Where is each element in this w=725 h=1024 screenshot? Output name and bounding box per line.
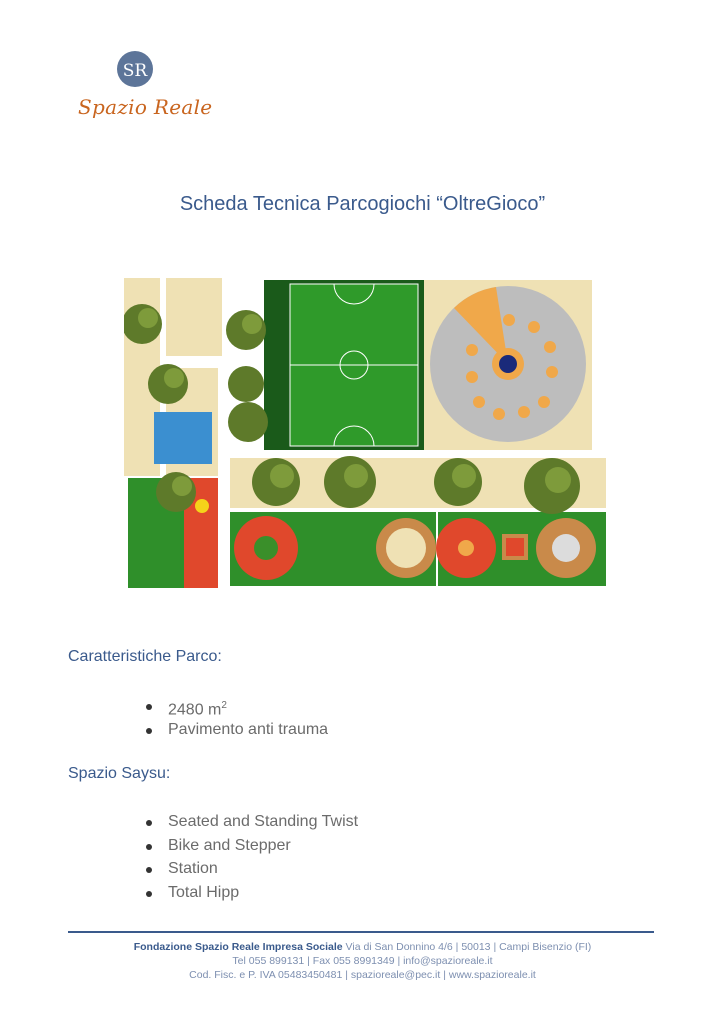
- list-item: Pavimento anti trauma: [146, 718, 328, 742]
- list-item: Total Hipp: [146, 881, 358, 905]
- footer-contacts: Tel 055 899131 | Fax 055 8991349 | info@spazioreale.it: [232, 955, 493, 967]
- list-item: Bike and Stepper: [146, 834, 358, 858]
- footer-org: Fondazione Spazio Reale Impresa Sociale: [133, 941, 343, 953]
- logo-wordmark: Spazio Reale: [78, 95, 213, 119]
- superscript: 2: [221, 700, 227, 711]
- section-heading-park-features: Caratteristiche Parco:: [68, 648, 222, 665]
- section-heading-spazio-saysu: Spazio Saysu:: [68, 765, 171, 782]
- page-title: Scheda Tecnica Parcogiochi “OltreGioco”: [179, 193, 546, 215]
- list-item: Station: [146, 857, 358, 881]
- spazio-saysu-list: [146, 810, 358, 904]
- list-item: 2480 $m^2$: [146, 694, 328, 718]
- list-item: Seated and Standing Twist: [146, 810, 358, 834]
- footer-divider: [68, 931, 654, 933]
- park-plan-image: [124, 272, 612, 592]
- footer-line-1: [0, 940, 725, 954]
- logo-monogram: SR: [122, 61, 148, 81]
- footer-fiscal: Cod. Fisc. e P. IVA 05483450481 | spazioreale@pec.it | www.spazioreale.it: [189, 969, 536, 981]
- footer-address: Via di San Donnino 4/6 | 50013 | Campi Bisenzio (FI): [345, 941, 592, 953]
- footer: [0, 940, 725, 982]
- park-features-list: [146, 694, 328, 741]
